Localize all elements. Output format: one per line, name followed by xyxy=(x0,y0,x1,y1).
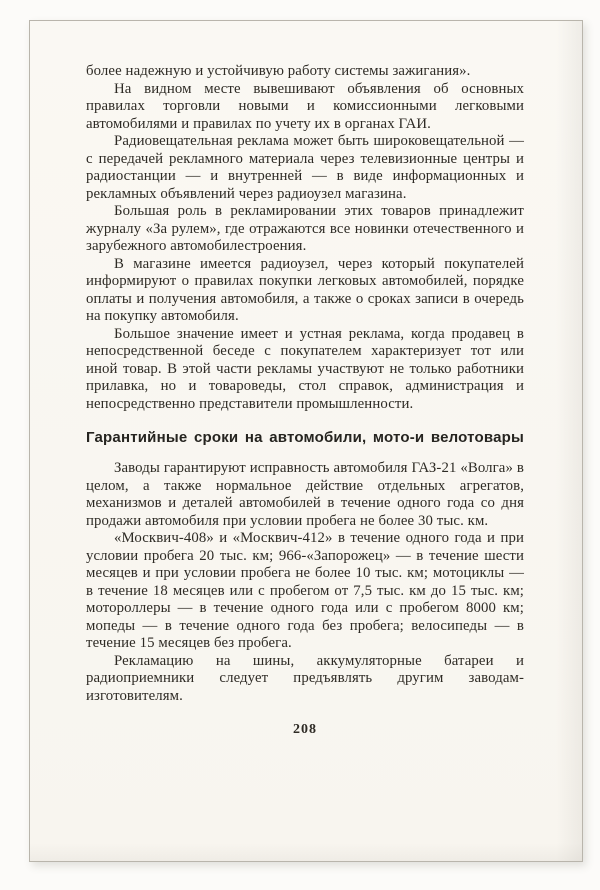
paragraph: Радиовещательная реклама может быть широковещательной — с передачей рекламного материала через телевизионные центры и радиостанции — и внутренней — в виде информационных и рекламных объявлений через радиоузел магазина. xyxy=(86,133,524,202)
paragraph: В магазине имеется радиоузел, через который покупателей информируют о правилах покупки легковых автомобилей, порядке оплаты и получения автомобиля, а также о сроках записи в очередь на покупку автомобиля. xyxy=(86,255,524,324)
paragraph: На видном месте вывешивают объявления об основных правилах торговли новыми и комиссионными легковыми автомобилями и правилах по учету их в органах ГАИ. xyxy=(86,80,524,132)
page-number: 208 xyxy=(293,722,317,737)
paragraph: Заводы гарантируют исправность автомобиля ГАЗ-21 «Волга» в целом, а также нормальное действие отдельных агрегатов, механизмов и деталей автомобилей в течение одного года со дня продажи автомобиля при условии пробега не более 30 тыс. км. xyxy=(86,460,524,529)
paragraph: Рекламацию на шины, аккумуляторные батареи и радиоприемники следует предъявлять другим заводам-изготовителям. xyxy=(86,652,524,704)
text-block xyxy=(86,63,524,739)
paragraph: Большая роль в рекламировании этих товаров принадлежит журналу «За рулем», где отражаются все новинки отечественного и зарубежного автомобилестроения. xyxy=(86,203,524,254)
paragraph-continuation: более надежную и устойчивую работу системы зажигания». xyxy=(86,63,471,79)
paragraph: Большое значение имеет и устная реклама, когда продавец в непосредственной беседе с покупателем характеризует тот или иной товар. В этой части рекламы участвуют не только работники прилавка, но и товароведы, стол справок, администрация и непосредственно представители промышленности. xyxy=(86,325,524,412)
section-heading: Гарантийные сроки на автомобили, мото-и велотовары xyxy=(86,429,524,446)
page-surface xyxy=(29,20,583,862)
paragraph: «Москвич-408» и «Москвич-412» в течение одного года и при условии пробега 20 тыс. км; 966-«Запорожец» — в течение шести месяцев и при условии пробега не более 10 тыс. км; мотоциклы — в течение 18 месяцев или с пробегом от 7,5 тыс. км до 15 тыс. км; мотороллеры — в течение одного года или с пробегом 8000 км; мопеды — в течение одного года без пробега; велосипеды — в течение 15 месяцев без пробега. xyxy=(86,530,524,651)
